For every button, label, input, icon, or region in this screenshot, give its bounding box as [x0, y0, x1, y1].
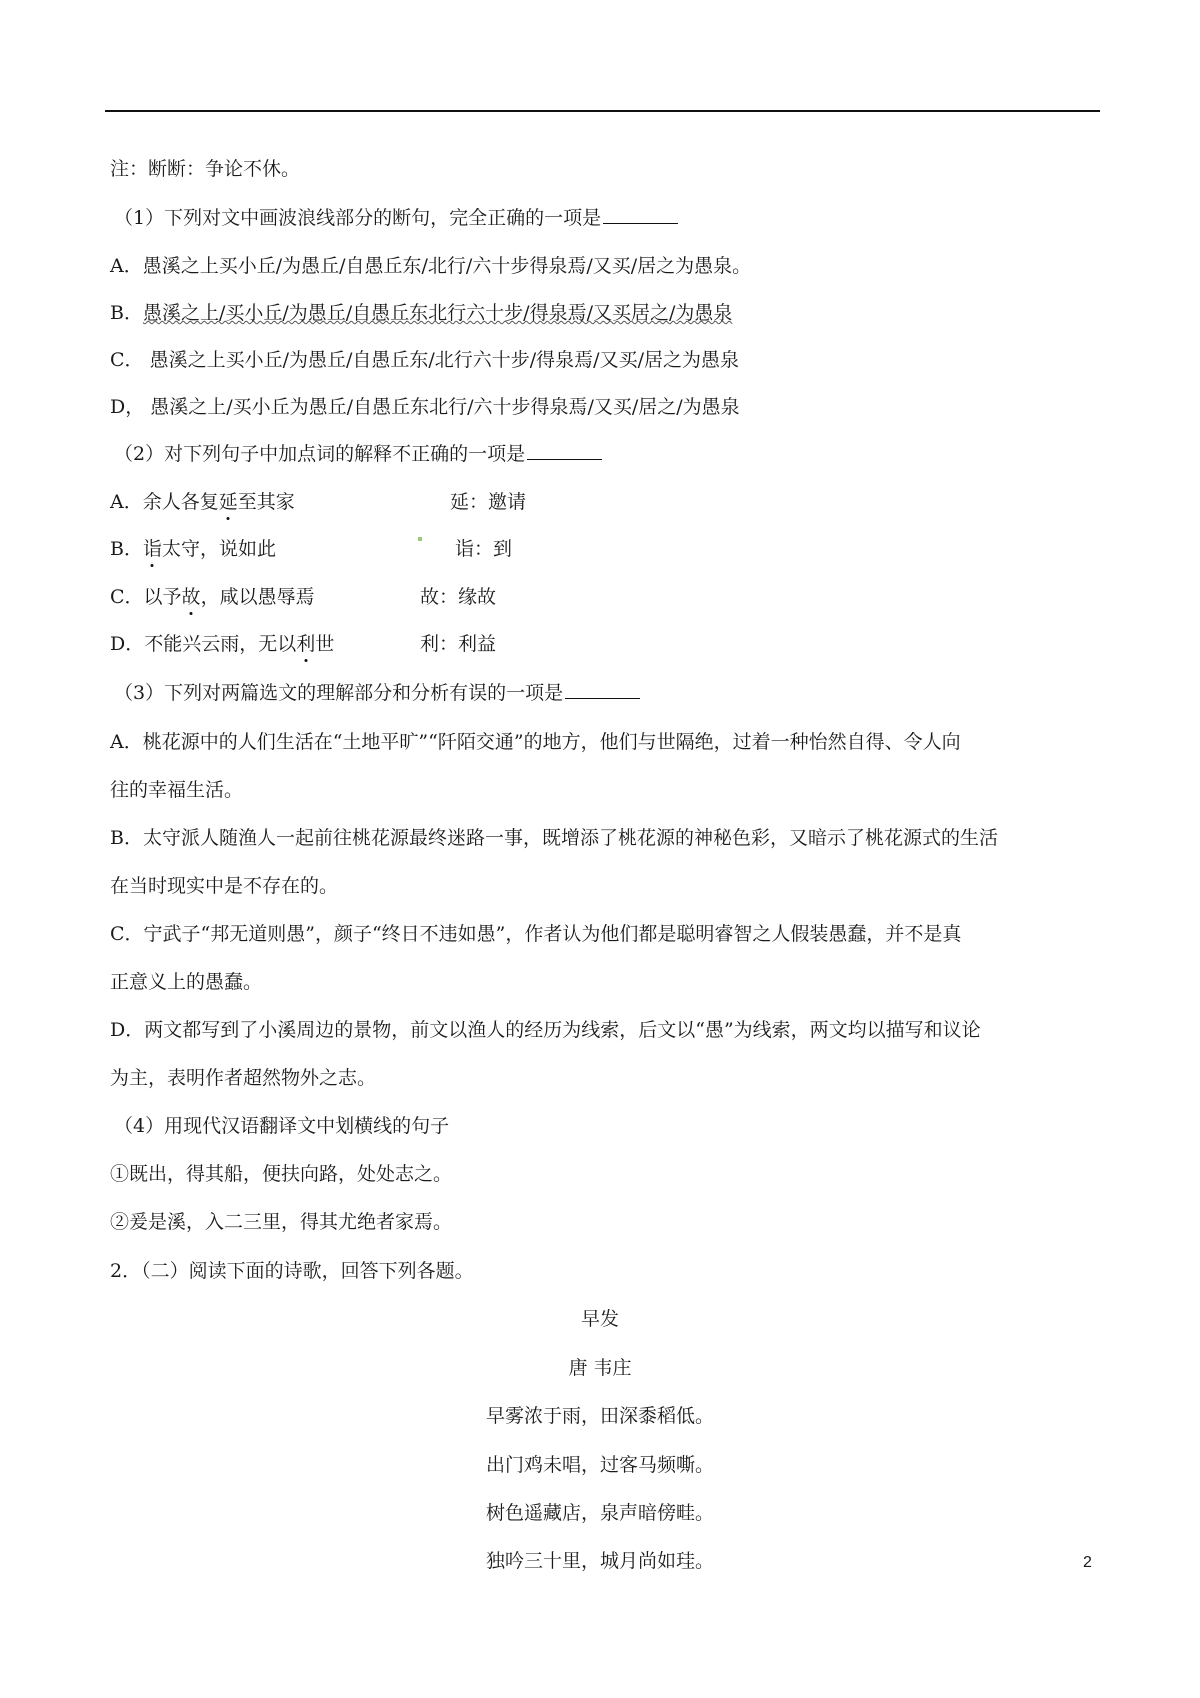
question-4-stem: （4）用现代汉语翻译文中划横线的句子 — [114, 1115, 450, 1137]
dotted-word: 诣 — [142, 538, 162, 560]
q2-gloss-d: 利：利益 — [420, 633, 497, 655]
poem-line: 出门鸡未唱，过客马频嘶。 — [485, 1454, 714, 1476]
note: 注：断断：争论不休。 — [110, 158, 301, 180]
q2-option-text: 太守，说如此 — [161, 538, 276, 560]
question-1-stem — [114, 205, 678, 231]
artifact-dot — [418, 537, 422, 541]
q1-option-c: C． 愚溪之上买小丘/为愚丘/自愚丘东/北行六十步/得泉焉/又买/居之为愚泉 — [110, 349, 739, 371]
page-number: 2 — [1083, 1554, 1092, 1571]
q3-line: 往的幸福生活。 — [110, 779, 244, 801]
q2-option-b — [110, 536, 276, 562]
q2-option-a — [110, 489, 295, 515]
q2-option-d — [110, 631, 334, 657]
q2-option-text: B． — [110, 538, 143, 560]
answer-blank — [527, 441, 602, 460]
section-2-heading: 2．（二）阅读下面的诗歌，回答下列各题。 — [110, 1260, 474, 1282]
q2-gloss-b: 诣：到 — [455, 538, 513, 560]
q3-line: D．两文都写到了小溪周边的景物，前文以渔人的经历为线索，后文以“愚”为线索，两文均以描写和议论 — [110, 1019, 981, 1041]
question-2-text: （2）对下列句子中加点词的解释不正确的一项是 — [114, 443, 526, 465]
question-3-text: （3）下列对两篇选文的理解部分和分析有误的一项是 — [114, 682, 564, 704]
q3-line: 为主，表明作者超然物外之志。 — [110, 1067, 377, 1089]
dotted-word: 故 — [181, 586, 201, 608]
q2-gloss-a: 延：邀请 — [450, 491, 527, 513]
question-3-stem — [114, 680, 640, 706]
q3-line: C．宁武子“邦无道则愚”，颜子“终日不违如愚”，作者认为他们都是聪明睿智之人假装愚蠢，并不是真 — [110, 923, 962, 945]
dotted-word: 利 — [296, 633, 316, 655]
q4-sentence-1: ①既出，得其船，便扶向路，处处志之。 — [110, 1163, 453, 1185]
q4-sentence-2: ②爰是溪，入二三里，得其尤绝者家焉。 — [110, 1211, 453, 1233]
q1-option-a: A．愚溪之上买小丘/为愚丘/自愚丘东/北行/六十步得泉焉/又买/居之为愚泉。 — [110, 255, 752, 277]
answer-blank — [565, 680, 640, 699]
q2-option-text: 至其家 — [237, 491, 295, 513]
question-1-text: （1）下列对文中画波浪线部分的断句，完全正确的一项是 — [114, 207, 602, 229]
q3-line: A．桃花源中的人们生活在“土地平旷”“阡陌交通”的地方，他们与世隔绝，过着一种怡然自得、令人向 — [110, 731, 961, 753]
q1-option-b-prefix: B． — [110, 302, 143, 324]
poem-author: 唐 韦庄 — [568, 1357, 632, 1379]
q3-line: 正意义上的愚蠢。 — [110, 971, 263, 993]
q1-option-d: D， 愚溪之上/买小丘为愚丘/自愚丘东北行/六十步得泉焉/又买/居之/为愚泉 — [110, 396, 740, 418]
q1-option-b-text: 愚溪之上/买小丘/为愚丘/自愚丘东北行六十步/得泉焉/又买居之/为愚泉 — [142, 302, 733, 324]
q2-gloss-c: 故：缘故 — [420, 586, 497, 608]
q2-option-text: A．余人各复 — [110, 491, 219, 513]
q3-line: B．太守派人随渔人一起前往桃花源最终迷路一事，既增添了桃花源的神秘色彩，又暗示了桃花源式的生活 — [110, 827, 998, 849]
dotted-word: 延 — [218, 491, 238, 513]
q3-line: 在当时现实中是不存在的。 — [110, 875, 339, 897]
answer-blank — [603, 205, 678, 224]
poem-line: 独吟三十里，城月尚如珪。 — [485, 1550, 714, 1572]
question-2-stem — [114, 441, 602, 467]
q2-option-c — [110, 584, 315, 610]
q2-option-text: 世 — [315, 633, 335, 655]
poem-line: 早雾浓于雨，田深黍稻低。 — [485, 1405, 714, 1427]
header-rule — [105, 110, 1100, 112]
q2-option-text: C．以予 — [110, 586, 182, 608]
q2-option-text: D．不能兴云雨，无以 — [110, 633, 297, 655]
q2-option-text: ，咸以愚辱焉 — [200, 586, 315, 608]
q1-option-b — [110, 300, 732, 326]
poem-title: 早发 — [580, 1308, 619, 1330]
poem-line: 树色遥藏店，泉声暗傍畦。 — [485, 1502, 714, 1524]
